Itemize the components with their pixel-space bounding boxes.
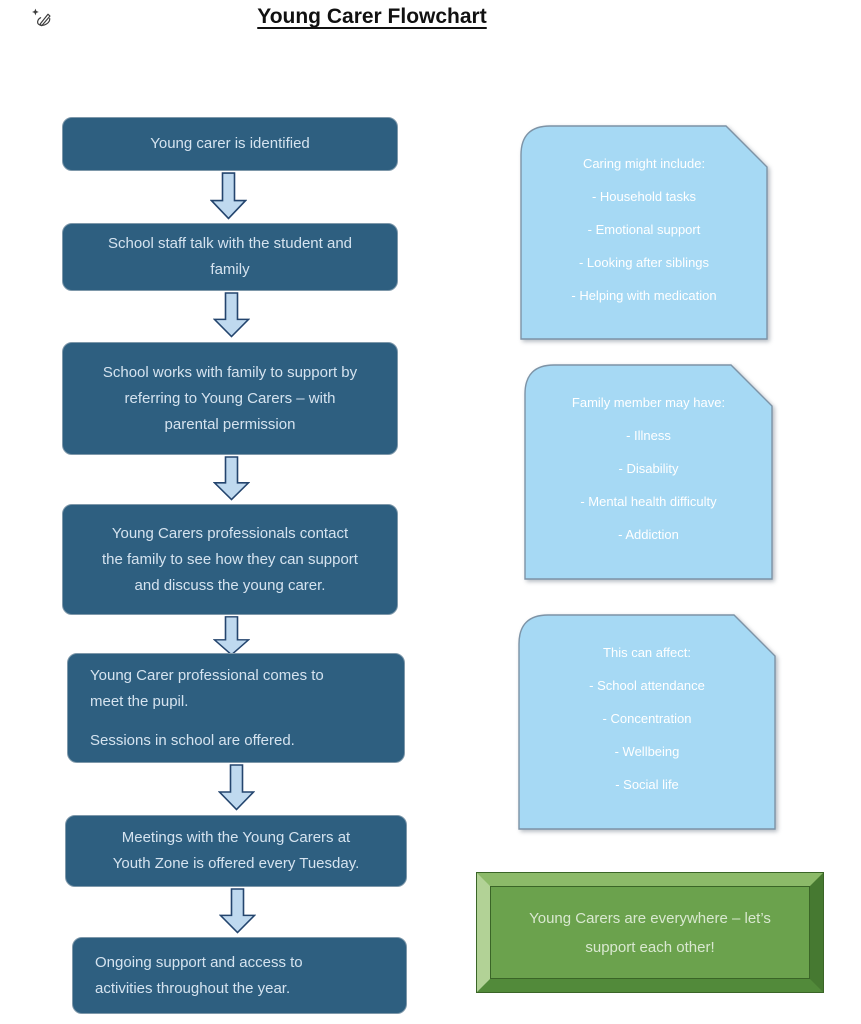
note-item: - Social life [615,777,679,792]
note-item: - Emotional support [587,222,701,237]
note-heading: Caring might include: [582,156,706,171]
step-text: Sessions in school are offered. [90,731,295,749]
note-content [518,614,776,801]
step-text: parental permission [164,415,296,433]
step-text: referring to Young Carers – with [124,389,336,407]
step-text: Ongoing support and access to [95,953,303,971]
down-arrow [218,764,255,811]
note-item: - Concentration [602,711,692,726]
down-arrow [210,172,247,220]
step-paragraph [102,521,358,599]
step-text: family [210,261,250,278]
step-paragraph [150,131,310,157]
step-paragraph [113,825,360,877]
pen-sparkle-icon[interactable] [30,6,56,32]
step-text: Young Carer professional comes to [90,666,324,684]
step-text: activities throughout the year. [95,979,291,997]
flow-step-youth-zone [65,815,407,887]
flow-step-contact-family [62,504,398,615]
step-paragraph [90,728,295,754]
flow-step-staff-talk [62,223,398,291]
note-item: - Disability [618,461,679,476]
banner-text: support each other! [585,938,715,956]
flow-step-referral [62,342,398,455]
step-text: and discuss the young carer. [134,576,326,594]
note-item: - Illness [626,428,671,443]
down-arrow [219,888,256,934]
step-text: the family to see how they can support [102,550,358,568]
note-caring-might-include [520,125,768,340]
note-item: - Addiction [618,527,679,542]
flow-step-identified [62,117,398,171]
step-text: School works with family to support by [102,363,358,381]
step-paragraph [90,663,324,715]
banner-young-carers-everywhere [477,873,823,992]
step-text: Young carer is identified [150,135,310,152]
note-content [520,125,768,312]
note-item: - Helping with medication [571,288,717,303]
step-text: meet the pupil. [90,692,189,710]
note-item: - Looking after siblings [578,255,710,270]
step-paragraph [108,231,352,283]
step-text: School staff talk with the student and [107,235,353,252]
note-item: - Household tasks [591,189,697,204]
step-text: Youth Zone is offered every Tuesday. [112,855,360,872]
down-arrow [213,616,250,656]
flow-step-meet-pupil [67,653,405,763]
page-title: Young Carer Flowchart [257,5,487,28]
note-heading: Family member may have: [571,395,726,410]
note-this-can-affect [518,614,776,830]
step-text: Young Carers professionals contact [111,524,349,542]
note-item: - Wellbeing [614,744,680,759]
banner-text: Young Carers are everywhere – let’s [529,909,771,927]
step-text: Meetings with the Young Carers at [121,829,351,846]
step-paragraph [103,360,357,438]
note-item: - Mental health difficulty [580,494,717,509]
down-arrow [213,292,250,338]
down-arrow [213,456,250,501]
note-family-member-may-have [524,364,773,580]
note-content [524,364,773,551]
note-heading: This can affect: [603,645,691,660]
flow-step-ongoing-support [72,937,407,1014]
note-item: - School attendance [589,678,705,693]
step-paragraph [95,950,303,1002]
